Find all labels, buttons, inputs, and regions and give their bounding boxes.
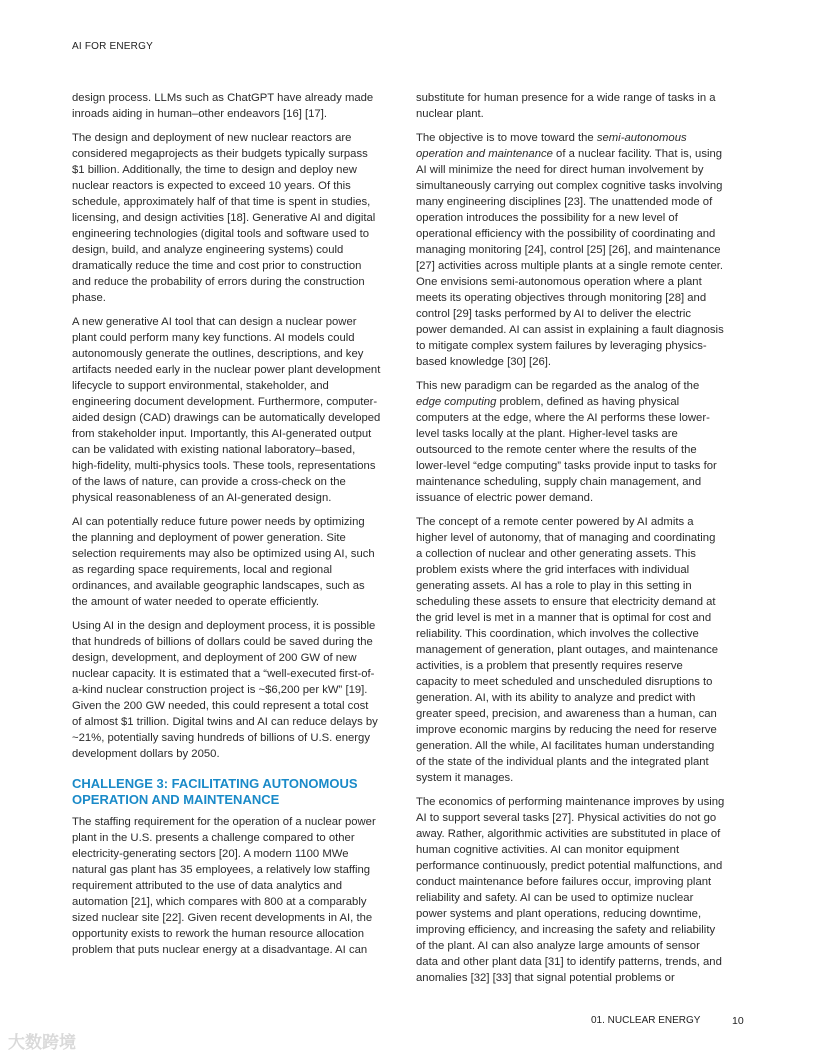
- paragraph: AI can potentially reduce future power needs by optimizing the planning and deployment of power generation. Site selection requirements may also be optimized using AI, such as regarding space requirements, local and regional ordinances, and available geographic landscapes, such as the amount of water needed to operate efficiently.: [72, 516, 375, 608]
- right-column: [416, 90, 741, 994]
- paragraph-text: of a nuclear facility. That is, using AI will minimize the need for direct human involvement by simultaneously carrying out complex cognitive tasks involving many engineering disciplines [23]. The unattended mode of operation introduces the possibility for a new level of operational efficiency with the possibility of coordinating and managing monitoring [24], control [25] [26], and maintenance [27] activities across multiple plants at a single remote center. One envisions semi-autonomous operation where a plant meets its operating objectives through monitoring [28] and control [29] tasks performed by AI to deliver the electric power demanded. AI can assist in explaining a fault diagnosis to mitigate complex system failures by leveraging physics- based knowledge [30] [26].: [416, 148, 724, 368]
- section-heading: CHALLENGE 3: FACILITATING AUTONOMOUS OPERATION AND MAINTENANCE: [72, 776, 358, 807]
- paragraph: design process. LLMs such as ChatGPT have already made inroads aiding in human–other endeavors [16] [17].: [72, 92, 374, 120]
- paragraph: The economics of performing maintenance improves by using AI to support several tasks [27]. Physical activities do not go away. Rather, algorithmic activities are substituted in place of human cognitive activities. AI can monitor equipment performance continuously, predict potential malfunctions, and conduct maintenance before failures occur, improving plant reliability and safety. AI can be used to optimize nuclear power systems and plant operations, reducing downtime, improving efficiency, and increasing the safety and reliability of the plant. AI can also analyze large amounts of sensor data and other plant data [31] to identify patterns, trends, and anomalies [32] [33] that signal potential problems or: [416, 796, 725, 984]
- running-header: AI FOR ENERGY: [72, 41, 153, 52]
- paragraph: The design and deployment of new nuclear reactors are considered megaprojects as their budgets typically surpass $1 billion. Additionally, the time to design and deploy new nuclear reactors is expected to exceed 10 years. Of this schedule, approximately half of that time is spent in studies, licensing, and design activities [18]. Generative AI and digital engineering technologies (digital tools and software used to design, build, and analyze engineering systems) could dramatically reduce the time and cost prior to construction and reduce the probability of errors during the construction phase.: [72, 132, 376, 304]
- paragraph: [416, 130, 741, 370]
- paragraph-text: problem, defined as having physical computers at the edge, where the AI performs these lower- level tasks locally at the plant. Higher-level tasks are outsourced to the remote center where the results of the lower-level “edge computing” tasks provide input to tasks for maintenance scheduling, supply chain management, and issuance of electric power demand.: [416, 396, 717, 504]
- left-column: [72, 90, 397, 966]
- page-number: 10: [732, 1015, 744, 1027]
- emphasis-text: semi-autonomous operation and maintenance: [416, 132, 687, 160]
- paragraph: [416, 378, 741, 506]
- paragraph-text: The objective is to move toward the: [416, 132, 597, 144]
- paragraph-text: This new paradigm can be regarded as the analog of the: [416, 380, 700, 392]
- watermark-logo: 大数跨境: [8, 1033, 76, 1052]
- emphasis-text: edge computing: [416, 396, 497, 408]
- paragraph: A new generative AI tool that can design a nuclear power plant could perform many key functions. AI models could autonomously generate the outlines, descriptions, and key artifacts needed early in the nuclear power plant development lifecycle to support environmental, stakeholder, and engineering document development. Furthermore, computer- aided design (CAD) drawings can be automatically developed from stakeholder input. Importantly, this AI-generated output can be validated with existing national laboratory–based, high-fidelity, multi-physics tools. These tools, representations of the laws of nature, can provide a cross-check on the physical reasonableness of an AI-generated design.: [72, 316, 381, 504]
- paragraph: The concept of a remote center powered by AI admits a higher level of autonomy, that of managing and coordinating a collection of nuclear and other generating assets. This problem exists where the grid interfaces with individual generating assets. AI has a role to play in this setting in scheduling these assets to ensure that electricity demand at the grid level is met in a manner that is optimal for cost and reliability. This coordination, which involves the collective management of generation, plant outages, and maintenance activities, is a problem that presently requires reserve capacity to meet scheduled and unscheduled disruptions to generation. AI, with its ability to analyze and predict with greater speed, precision, and awareness than a human, can improve economic margins by reducing the need for reserve generation. All the while, AI facilitates human understanding of the state of the individual plants and the integrated plant system it manages.: [416, 516, 719, 784]
- footer-section-title: 01. NUCLEAR ENERGY: [591, 1015, 701, 1026]
- paragraph: Using AI in the design and deployment process, it is possible that hundreds of billions of dollars could be saved during the design, development, and deployment of 200 GW of new nuclear capacity. It is estimated that a “well-executed first-of- a-kind nuclear construction project is ~$6,200 per kW” [19]. Given the 200 GW needed, this could represent a total cost of almost $1 trillion. Digital twins and AI can reduce delays by ~21%, potentially saving hundreds of billions of U.S. energy development dollars by 2050.: [72, 620, 378, 760]
- paragraph: substitute for human presence for a wide range of tasks in a nuclear plant.: [416, 92, 716, 120]
- paragraph: The staffing requirement for the operation of a nuclear power plant in the U.S. presents a challenge compared to other electricity-generating sectors [20]. A modern 1100 MWe natural gas plant has 35 employees, a relatively low staffing requirement attributed to the use of data analytics and automation [21], which compares with 800 at a comparably sized nuclear site [22]. Given recent developments in AI, the opportunity exists to rework the human resource allocation problem that puts nuclear energy at a disadvantage. AI can: [72, 816, 376, 956]
